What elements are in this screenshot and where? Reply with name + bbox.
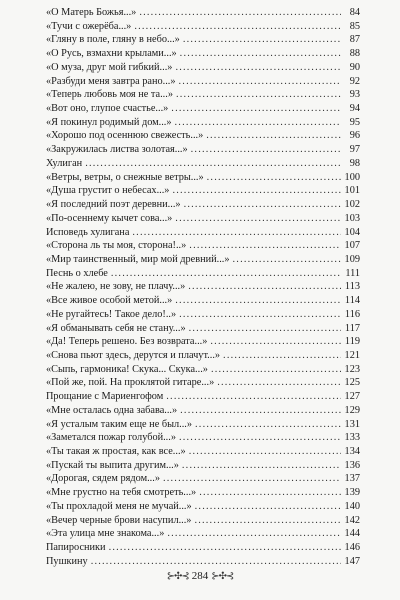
toc-entry (46, 88, 360, 102)
dot-leader (211, 363, 341, 377)
toc-entry (46, 253, 360, 267)
toc-entry-title: Папиросники (46, 542, 106, 554)
toc-entry-page: 144 (344, 528, 360, 540)
dot-leader (199, 486, 341, 500)
dot-leader (85, 157, 341, 171)
toc-entry-title: «Закружилась листва золотая...» (46, 144, 188, 156)
dot-leader (163, 472, 341, 486)
toc-entry-page: 114 (344, 295, 360, 307)
dot-leader (189, 322, 341, 336)
toc-entry (46, 390, 360, 404)
toc-entry (46, 486, 360, 500)
toc-entry (46, 143, 360, 157)
toc-entry (46, 61, 360, 75)
toc-entry-page: 129 (344, 404, 360, 416)
toc-entry-title: «О муза, друг мой гибкий...» (46, 61, 173, 73)
toc-entry-title: «Дорогая, сядем рядом...» (46, 473, 160, 485)
dot-leader (111, 267, 341, 281)
toc-entry-title: Хулиган (46, 157, 83, 169)
toc-entry-title: «Я последний поэт деревни...» (46, 199, 181, 211)
toc-entry (46, 184, 360, 198)
dot-leader (179, 75, 341, 89)
toc-entry-title: «Душа грустит о небесах...» (46, 185, 170, 197)
toc-entry-title: Прощание с Мариенгофом (46, 391, 164, 403)
toc-entry-page: 140 (344, 500, 360, 512)
dot-leader (182, 459, 341, 473)
toc-entry-page: 103 (344, 212, 360, 224)
toc-entry-page: 96 (349, 130, 360, 142)
dot-leader (175, 116, 341, 130)
toc-entry-page: 133 (344, 432, 360, 444)
dot-leader (188, 280, 341, 294)
toc-entry (46, 335, 360, 349)
toc-entry-page: 102 (344, 199, 360, 211)
toc-entry-title: «Тучи с ожерёба...» (46, 20, 132, 32)
toc-entry-title: «Все живое особой метой...» (46, 295, 173, 307)
toc-entry-page: 119 (344, 336, 360, 348)
toc-entry-title: «Снова пьют здесь, дерутся и плачут...» (46, 349, 221, 361)
toc-entry-title: «Ты прохладой меня не мучай...» (46, 500, 192, 512)
toc-entry-title: «Разбуди меня завтра рано...» (46, 75, 176, 87)
toc-entry (46, 239, 360, 253)
toc-entry-title: «По-осеннему кычет сова...» (46, 212, 173, 224)
toc-entry-title: «Пой же, пой. На проклятой гитаре...» (46, 377, 215, 389)
ornament-right: ⊱✣⊰ (211, 570, 234, 582)
toc-entry-title: «Вечер черные брови насупил...» (46, 514, 192, 526)
toc-entry-title: «Ветры, ветры, о снежные ветры...» (46, 171, 204, 183)
toc-entry-title: «Мир таинственный, мир мой древний...» (46, 253, 230, 265)
dot-leader (109, 541, 341, 555)
toc-entry-title: «Сыпь, гармоника! Скука... Скука...» (46, 363, 208, 375)
dot-leader (134, 20, 341, 34)
toc-entry-page: 101 (344, 185, 360, 197)
toc-entry-title: «Мне осталась одна забава...» (46, 404, 178, 416)
toc-entry-title: Песнь о хлебе (46, 267, 108, 279)
toc-entry (46, 171, 360, 185)
toc-entry-title: «Мне грустно на тебя смотреть...» (46, 487, 197, 499)
toc-entry-page: 123 (344, 363, 360, 375)
page-footer (0, 570, 400, 582)
dot-leader (183, 33, 341, 47)
toc-entry-page: 104 (344, 226, 360, 238)
toc-entry-title: Исповедь хулигана (46, 226, 130, 238)
dot-leader (175, 61, 341, 75)
toc-entry-page: 127 (344, 391, 360, 403)
toc-entry-title: «Не жалею, не зову, не плачу...» (46, 281, 186, 293)
toc-entry-page: 139 (344, 487, 360, 499)
toc-entry (46, 75, 360, 89)
toc-entry-page: 93 (349, 89, 360, 101)
ornament-left: ⊱✣⊰ (166, 570, 189, 582)
toc-entry (46, 129, 360, 143)
toc-entry-page: 84 (349, 7, 360, 18)
dot-leader (139, 6, 341, 20)
toc-entry (46, 418, 360, 432)
toc-entry (46, 514, 360, 528)
toc-entry (46, 47, 360, 61)
toc-entry-page: 137 (344, 473, 360, 485)
toc-entry (46, 198, 360, 212)
dot-leader (217, 376, 341, 390)
dot-leader (171, 102, 341, 116)
toc-entry-page: 136 (344, 459, 360, 471)
dot-leader (180, 47, 341, 61)
dot-leader (166, 390, 341, 404)
toc-entry-page: 125 (344, 377, 360, 389)
dot-leader (223, 349, 341, 363)
toc-entry (46, 20, 360, 34)
toc-entry-title: «Теперь любовь моя не та...» (46, 89, 173, 101)
toc-entry (46, 376, 360, 390)
dot-leader (194, 514, 341, 528)
dot-leader (184, 198, 341, 212)
toc-entry-title: «Заметался пожар голубой...» (46, 432, 176, 444)
toc-entry (46, 280, 360, 294)
toc-entry (46, 500, 360, 514)
dot-leader (176, 88, 341, 102)
toc-entry-title: «Ты такая ж простая, как все...» (46, 446, 186, 457)
toc-entry-title: «О Матерь Божья...» (46, 7, 137, 18)
toc-entry-page: 146 (344, 542, 360, 554)
toc-entry-page: 113 (344, 281, 360, 293)
toc-entry (46, 472, 360, 486)
toc-entry-page: 87 (349, 34, 360, 46)
toc-entry (46, 212, 360, 226)
toc-entry-title: «Эта улица мне знакома...» (46, 528, 165, 540)
toc-entry-title: Пушкину (46, 555, 88, 567)
toc-entry-page: 117 (344, 322, 360, 334)
dot-leader (210, 335, 341, 349)
toc-entry-title: «Гляну в поле, гляну в небо...» (46, 34, 180, 46)
toc-entry-title: «Я покинул родимый дом...» (46, 116, 172, 128)
toc-entry-title: «Не ругайтесь! Такое дело!..» (46, 308, 177, 320)
toc-entry-page: 131 (344, 418, 360, 430)
toc-entry-title: «О Русь, взмахни крылами...» (46, 48, 177, 60)
dot-leader (195, 500, 341, 514)
dot-leader (191, 143, 341, 157)
toc-entry (46, 349, 360, 363)
toc-entry (46, 267, 360, 281)
dot-leader (233, 253, 341, 267)
dot-leader (132, 226, 341, 240)
toc-entry (46, 431, 360, 445)
toc-entry (46, 363, 360, 377)
toc-entry-title: «Вот оно, глупое счастье...» (46, 103, 169, 115)
toc-entry (46, 322, 360, 336)
dot-leader (195, 418, 341, 432)
table-of-contents (46, 6, 360, 568)
toc-entry (46, 404, 360, 418)
dot-leader (207, 171, 341, 185)
toc-entry (46, 33, 360, 47)
toc-entry-title: «Да! Теперь решено. Без возврата...» (46, 336, 208, 348)
toc-entry-title: «Пускай ты выпита другим...» (46, 459, 179, 471)
toc-entry (46, 445, 360, 459)
toc-entry (46, 541, 360, 555)
toc-entry-page: 111 (345, 267, 360, 279)
toc-entry-page: 95 (349, 116, 360, 128)
dot-leader (172, 184, 341, 198)
toc-entry-page: 85 (349, 20, 360, 32)
dot-leader (175, 294, 341, 308)
toc-entry (46, 116, 360, 130)
toc-entry-page: 90 (349, 61, 360, 73)
dot-leader (167, 527, 341, 541)
toc-entry (46, 6, 360, 20)
dot-leader (179, 308, 341, 322)
toc-entry (46, 555, 360, 569)
toc-entry-title: «Сторона ль ты моя, сторона!..» (46, 240, 187, 252)
toc-entry-page: 142 (344, 514, 360, 526)
toc-entry (46, 226, 360, 240)
toc-entry-page: 88 (349, 48, 360, 60)
toc-entry-page: 92 (349, 75, 360, 87)
toc-entry-title: «Хорошо под осеннюю свежесть...» (46, 130, 204, 142)
dot-leader (206, 129, 341, 143)
toc-entry-page: 100 (344, 171, 360, 183)
toc-entry (46, 459, 360, 473)
dot-leader (175, 212, 341, 226)
dot-leader (189, 445, 341, 459)
toc-entry (46, 308, 360, 322)
page-number: 284 (191, 570, 209, 582)
toc-entry-page: 121 (344, 349, 360, 361)
toc-entry-page: 134 (344, 446, 360, 457)
toc-entry (46, 157, 360, 171)
toc-entry-title: «Я обманывать себя не стану...» (46, 322, 186, 334)
dot-leader (189, 239, 341, 253)
toc-entry-page: 94 (349, 103, 360, 115)
dot-leader (91, 555, 341, 569)
toc-entry-page: 116 (344, 308, 360, 320)
toc-entry (46, 102, 360, 116)
toc-entry-title: «Я усталым таким еще не был...» (46, 418, 193, 430)
toc-entry-page: 98 (349, 157, 360, 169)
dot-leader (180, 404, 341, 418)
toc-entry (46, 294, 360, 308)
toc-entry-page: 97 (349, 144, 360, 156)
toc-entry-page: 109 (344, 253, 360, 265)
dot-leader (179, 431, 341, 445)
toc-entry-page: 147 (344, 555, 360, 567)
toc-entry (46, 527, 360, 541)
toc-entry-page: 107 (344, 240, 360, 252)
